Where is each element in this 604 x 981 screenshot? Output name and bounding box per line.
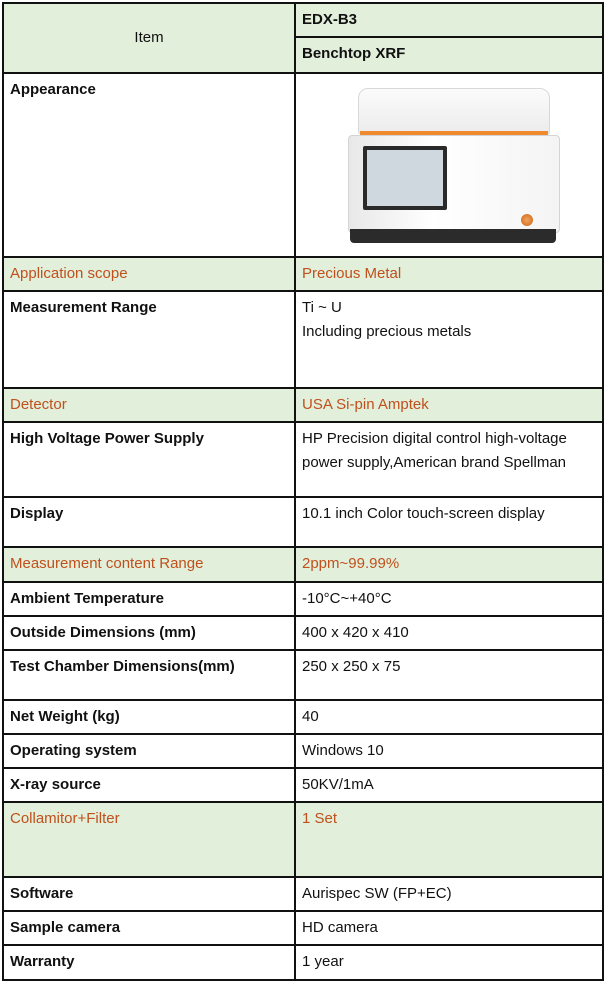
spec-label: Warranty [3, 945, 295, 980]
spec-label: Software [3, 877, 295, 911]
spec-row [3, 700, 603, 734]
xrf-device-image [348, 88, 558, 243]
spec-row [3, 422, 603, 497]
spec-row [3, 768, 603, 802]
spec-label: Sample camera [3, 911, 295, 945]
spec-label: Test Chamber Dimensions(mm) [3, 650, 295, 700]
spec-value: 250 x 250 x 75 [295, 650, 603, 700]
item-header: Item [3, 3, 295, 73]
spec-value: 50KV/1mA [295, 768, 603, 802]
spec-label: Measurement Range [3, 291, 295, 388]
spec-row [3, 388, 603, 422]
spec-value: Precious Metal [295, 257, 603, 291]
spec-row [3, 877, 603, 911]
spec-row [3, 547, 603, 582]
type-cell: Benchtop XRF [295, 37, 603, 73]
spec-value: HP Precision digital control high-voltage power supply,American brand Spellman [295, 422, 603, 497]
spec-value: 400 x 420 x 410 [295, 616, 603, 650]
model-cell: EDX-B3 [295, 3, 603, 37]
spec-label: Measurement content Range [3, 547, 295, 582]
appearance-label: Appearance [3, 73, 295, 257]
device-power-button [521, 214, 533, 226]
product-photo [295, 73, 603, 257]
spec-value: 40 [295, 700, 603, 734]
spec-label: Collamitor+Filter [3, 802, 295, 877]
device-body [348, 135, 560, 233]
spec-label: Ambient Temperature [3, 582, 295, 616]
spec-value: 2ppm~99.99% [295, 547, 603, 582]
spec-value: 10.1 inch Color touch-screen display [295, 497, 603, 547]
spec-row [3, 734, 603, 768]
spec-row [3, 650, 603, 700]
spec-value: Aurispec SW (FP+EC) [295, 877, 603, 911]
spec-value: -10°C~+40°C [295, 582, 603, 616]
spec-value: HD camera [295, 911, 603, 945]
header-row-model [3, 3, 603, 37]
spec-row [3, 616, 603, 650]
spec-table [2, 2, 604, 981]
spec-row [3, 802, 603, 877]
spec-row [3, 291, 603, 388]
device-base [350, 229, 556, 243]
spec-value: USA Si-pin Amptek [295, 388, 603, 422]
device-screen [363, 146, 447, 210]
spec-label: Net Weight (kg) [3, 700, 295, 734]
spec-row [3, 911, 603, 945]
spec-label: High Voltage Power Supply [3, 422, 295, 497]
spec-value: 1 Set [295, 802, 603, 877]
spec-value: Windows 10 [295, 734, 603, 768]
spec-label: Operating system [3, 734, 295, 768]
spec-label: Detector [3, 388, 295, 422]
spec-row [3, 945, 603, 980]
device-lid [358, 88, 550, 134]
spec-label: X-ray source [3, 768, 295, 802]
spec-row [3, 257, 603, 291]
spec-row [3, 497, 603, 547]
spec-label: Display [3, 497, 295, 547]
appearance-row [3, 73, 603, 257]
spec-value: 1 year [295, 945, 603, 980]
spec-row [3, 582, 603, 616]
spec-label: Outside Dimensions (mm) [3, 616, 295, 650]
spec-value: Ti ~ U Including precious metals [295, 291, 603, 388]
spec-label: Application scope [3, 257, 295, 291]
